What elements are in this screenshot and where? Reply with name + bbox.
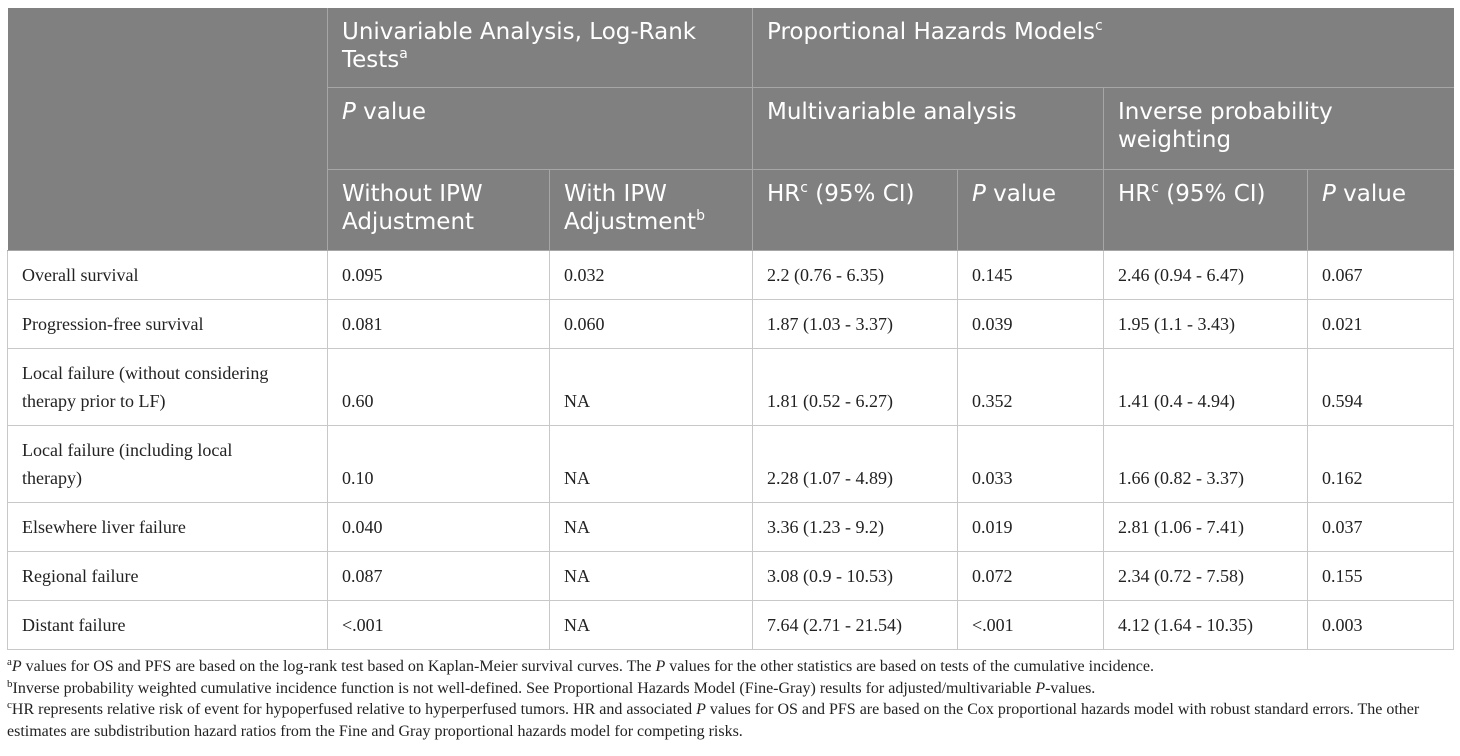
table-container (7, 8, 1453, 742)
header-corner (8, 8, 328, 251)
cell-with-ipw: NA (550, 552, 753, 601)
row-label: Local failure (without considering therapy prior to LF) (8, 349, 328, 426)
cell-with-ipw: NA (550, 349, 753, 426)
header-without-ipw: Without IPW Adjustment (328, 170, 550, 251)
header-ipw-p: P value (1308, 170, 1454, 251)
cell-ipw-hr: 1.41 (0.4 - 4.94) (1104, 349, 1308, 426)
cell-ipw-p: 0.003 (1308, 601, 1454, 650)
row-label: Elsewhere liver failure (8, 503, 328, 552)
header-p-value: P value (328, 88, 753, 170)
header-univariable: Univariable Analysis, Log-Rank Tests$^a$ (328, 8, 753, 88)
cell-ipw-p: 0.155 (1308, 552, 1454, 601)
row-label: Regional failure (8, 552, 328, 601)
footnote-c: $^c$HR represents relative risk of event for hypoperfused relative to hyperperfused tumors. HR and associated P values for OS and PFS are based on the Cox proportional hazards model with robust standard errors. The other estimates are subdistribution hazard ratios from the Fine and Gray proportional hazards model for competing risks. (7, 699, 1420, 740)
cell-mv-p: 0.033 (958, 426, 1104, 503)
header-mv-hr: $HR^c$ (95% CI) (753, 170, 958, 251)
table-body (8, 251, 1454, 650)
cell-ipw-p: 0.162 (1308, 426, 1454, 503)
table-row (8, 503, 1454, 552)
header-proportional-hazards: Proportional Hazards Models$^c$ (753, 8, 1454, 88)
cell-with-ipw: NA (550, 601, 753, 650)
cell-with-ipw: 0.060 (550, 300, 753, 349)
cell-without-ipw: <.001 (328, 601, 550, 650)
cell-with-ipw: 0.032 (550, 251, 753, 300)
cell-mv-hr: 2.28 (1.07 - 4.89) (753, 426, 958, 503)
table-row (8, 349, 1454, 426)
table-row (8, 300, 1454, 349)
footnote-a: $^a$P values for OS and PFS are based on the log-rank test based on Kaplan-Meier survival curves. The P values for the other statistics are based on tests of the cumulative incidence. (7, 656, 1154, 675)
row-label: Progression-free survival (8, 300, 328, 349)
cell-mv-p: 0.145 (958, 251, 1104, 300)
header-ipw-hr: $HR^c$ (95% CI) (1104, 170, 1308, 251)
cell-ipw-hr: 2.46 (0.94 - 6.47) (1104, 251, 1308, 300)
cell-mv-hr: 1.87 (1.03 - 3.37) (753, 300, 958, 349)
cell-without-ipw: 0.081 (328, 300, 550, 349)
cell-without-ipw: 0.095 (328, 251, 550, 300)
header-mv-p: P value (958, 170, 1104, 251)
footnotes (7, 656, 1453, 742)
cell-ipw-p: 0.067 (1308, 251, 1454, 300)
row-label: Overall survival (8, 251, 328, 300)
cell-mv-hr: 1.81 (0.52 - 6.27) (753, 349, 958, 426)
cell-mv-p: 0.352 (958, 349, 1104, 426)
row-label: Distant failure (8, 601, 328, 650)
cell-ipw-hr: 2.81 (1.06 - 7.41) (1104, 503, 1308, 552)
cell-mv-p: <.001 (958, 601, 1104, 650)
cell-ipw-hr: 2.34 (0.72 - 7.58) (1104, 552, 1308, 601)
cell-ipw-hr: 1.95 (1.1 - 3.43) (1104, 300, 1308, 349)
table-row (8, 601, 1454, 650)
table-header (8, 8, 1454, 251)
header-with-ipw: With IPW Adjustment$^b$ (550, 170, 753, 251)
cell-mv-hr: 7.64 (2.71 - 21.54) (753, 601, 958, 650)
cell-with-ipw: NA (550, 503, 753, 552)
cell-mv-hr: 3.08 (0.9 - 10.53) (753, 552, 958, 601)
cell-without-ipw: 0.040 (328, 503, 550, 552)
cell-mv-p: 0.039 (958, 300, 1104, 349)
header-multivariable: Multivariable analysis (753, 88, 1104, 170)
table-row (8, 552, 1454, 601)
cell-ipw-p: 0.594 (1308, 349, 1454, 426)
cell-without-ipw: 0.60 (328, 349, 550, 426)
cell-ipw-hr: 4.12 (1.64 - 10.35) (1104, 601, 1308, 650)
cell-without-ipw: 0.10 (328, 426, 550, 503)
cell-ipw-p: 0.037 (1308, 503, 1454, 552)
footnote-b: $^b$Inverse probability weighted cumulative incidence function is not well-defined. See Proportional Hazards Model (Fine-Gray) results for adjusted/multivariable P-values. (7, 677, 1096, 697)
header-ipw: Inverse probability weighting (1104, 88, 1454, 170)
results-table (7, 8, 1454, 650)
row-label: Local failure (including local therapy) (8, 426, 328, 503)
cell-with-ipw: NA (550, 426, 753, 503)
cell-ipw-hr: 1.66 (0.82 - 3.37) (1104, 426, 1308, 503)
cell-ipw-p: 0.021 (1308, 300, 1454, 349)
cell-mv-p: 0.072 (958, 552, 1104, 601)
cell-mv-p: 0.019 (958, 503, 1104, 552)
table-row (8, 426, 1454, 503)
cell-without-ipw: 0.087 (328, 552, 550, 601)
cell-mv-hr: 3.36 (1.23 - 9.2) (753, 503, 958, 552)
table-row (8, 251, 1454, 300)
cell-mv-hr: 2.2 (0.76 - 6.35) (753, 251, 958, 300)
